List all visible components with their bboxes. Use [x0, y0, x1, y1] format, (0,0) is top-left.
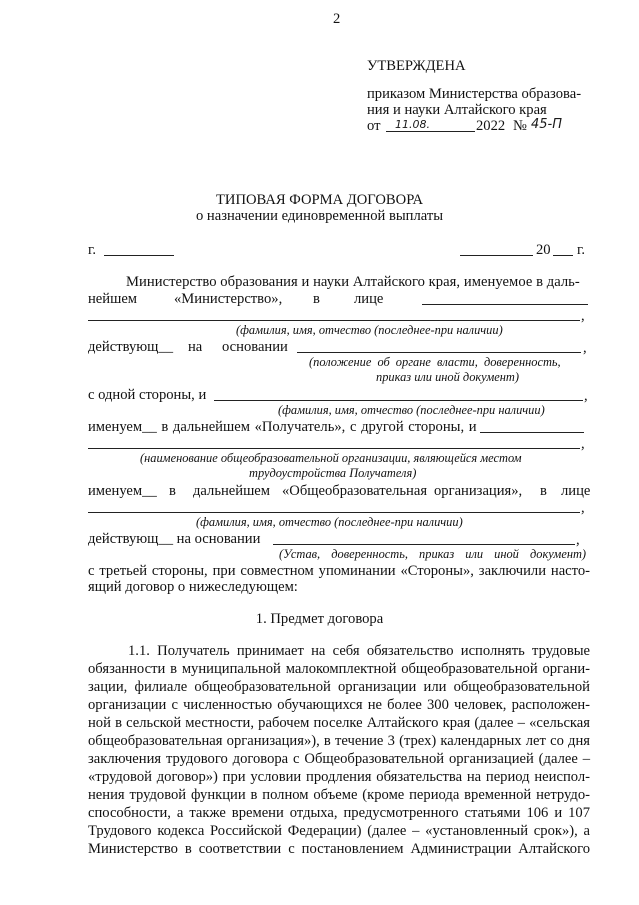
year-suffix: г.	[577, 242, 585, 258]
comma: ,	[583, 340, 587, 356]
approval-line-2: ния и науки Алтайского края	[367, 102, 547, 118]
organization-blank-2	[88, 448, 580, 449]
representative-blank-1	[422, 304, 588, 305]
representative-blank-2	[88, 320, 580, 321]
hint-fio-1: (фамилия, имя, отчество (последнее-при наличии)	[236, 323, 503, 337]
paragraph-line: общеобразовательная организация»), в течение 3 (трех) календарных лет со дня	[88, 733, 590, 749]
section-1-paragraph	[88, 642, 590, 858]
intro-line-1: Министерство образования и науки Алтайского края, именуемое в даль-	[126, 274, 580, 290]
document-subtitle: о назначении единовременной выплаты	[195, 208, 444, 224]
paragraph-line: нения трудовой функции в полном объеме (кроме периода временной нетрудо-	[88, 787, 590, 803]
document-title: ТИПОВАЯ ФОРМА ДОГОВОРА	[216, 192, 423, 208]
hint-basis-3: (Устав, доверенность, приказ или иной документ)	[279, 547, 587, 561]
hint-basis-1: (положение об органе власти, доверенность,	[309, 355, 561, 369]
intro-line-2-word-3: в	[313, 291, 320, 307]
paragraph-line: организации с численностью обучающихся не более 300 человек, расположен-	[88, 697, 590, 713]
intro-line-6-word-4: «Общеобразовательная	[282, 483, 428, 499]
paragraph-line: обязанности в муниципальной малокомплектной общеобразовательной органи-	[88, 661, 590, 677]
hint-organization-1: (наименование общеобразовательной организации, являющейся местом	[140, 451, 522, 465]
hint-basis-2: приказ или иной документ)	[376, 370, 519, 384]
intro-line-7: действующ__ на основании	[88, 531, 261, 547]
intro-line-6-word-5: организация»,	[434, 483, 523, 499]
paragraph-line: 1.1. Получатель принимает на себя обязательство исполнять трудовые	[128, 643, 590, 659]
recipient-blank	[214, 400, 583, 401]
paragraph-line: способности, а также времени отдыха, предусмотренного статьями 106 и 107	[88, 805, 590, 821]
approval-date-prefix: от	[367, 118, 381, 134]
basis-blank-2	[273, 544, 575, 545]
intro-line-9: ящий договор о нижеследующем:	[88, 579, 298, 595]
intro-line-3-word-3: основании	[222, 339, 288, 355]
approval-year: 2022	[476, 118, 506, 134]
intro-line-3-word-2: на	[188, 339, 203, 355]
intro-line-6-word-1: именуем__	[88, 483, 157, 499]
page-number: 2	[333, 11, 341, 27]
intro-line-2-word-4: лице	[354, 291, 384, 307]
intro-line-4: с одной стороны, и	[88, 387, 207, 403]
intro-line-8: с третьей стороны, при совместном упоминании «Стороны», заключили насто-	[88, 563, 590, 579]
paragraph-line: ной в сельской местности, рабочем поселке Алтайского края (далее – «сельская	[88, 715, 590, 731]
paragraph-line: зации, филиале общеобразовательной организации или общеобразовательной	[88, 679, 590, 695]
hint-organization-2: трудоустройства Получателя)	[249, 466, 417, 480]
hint-fio-3: (фамилия, имя, отчество (последнее-при наличии)	[196, 515, 463, 529]
hint-fio-2: (фамилия, имя, отчество (последнее-при наличии)	[278, 403, 545, 417]
intro-line-6-word-6: в	[540, 483, 547, 499]
intro-line-6-word-2: в	[169, 483, 176, 499]
paragraph-line: «трудовой договор») при условии продления обязательства на период неиспол-	[88, 769, 590, 785]
comma: ,	[581, 436, 585, 452]
org-representative-blank	[88, 512, 580, 513]
approval-line-1: приказом Министерства образова-	[367, 86, 582, 102]
year-blank	[553, 255, 573, 256]
city-prefix: г.	[88, 242, 96, 258]
comma: ,	[576, 532, 580, 548]
approval-title: УТВЕРЖДЕНА	[367, 58, 466, 74]
section-1-heading: 1. Предмет договора	[255, 611, 384, 627]
intro-line-6-word-3: дальнейшем	[193, 483, 271, 499]
basis-blank-1	[297, 352, 581, 353]
day-month-blank	[460, 255, 533, 256]
paragraph-line: Министерство в соответствии с постановлением Администрации Алтайского	[88, 841, 590, 857]
comma: ,	[581, 500, 585, 516]
approval-date-handwritten: 11.08.	[395, 118, 430, 131]
intro-line-6-word-7: лице	[561, 483, 591, 499]
comma: ,	[584, 388, 588, 404]
intro-line-2-word-2: «Министерство»,	[174, 291, 283, 307]
intro-line-2-word-1: нейшем	[88, 291, 138, 307]
comma: ,	[581, 308, 585, 324]
approval-number-prefix: №	[513, 118, 527, 134]
intro-line-5: именуем__ в дальнейшем «Получатель», с другой стороны, и	[88, 419, 477, 435]
city-blank	[104, 255, 174, 256]
paragraph-line: Трудового кодекса Российской Федерации) (далее – «установленный срок»), а	[88, 823, 590, 839]
year-prefix: 20	[536, 242, 551, 258]
organization-blank-1	[480, 432, 584, 433]
paragraph-line: заключения трудового договора с Общеобразовательной организацией (далее –	[88, 751, 590, 767]
intro-line-3-word-1: действующ__	[88, 339, 173, 355]
approval-number-handwritten: 45-П	[531, 117, 563, 132]
